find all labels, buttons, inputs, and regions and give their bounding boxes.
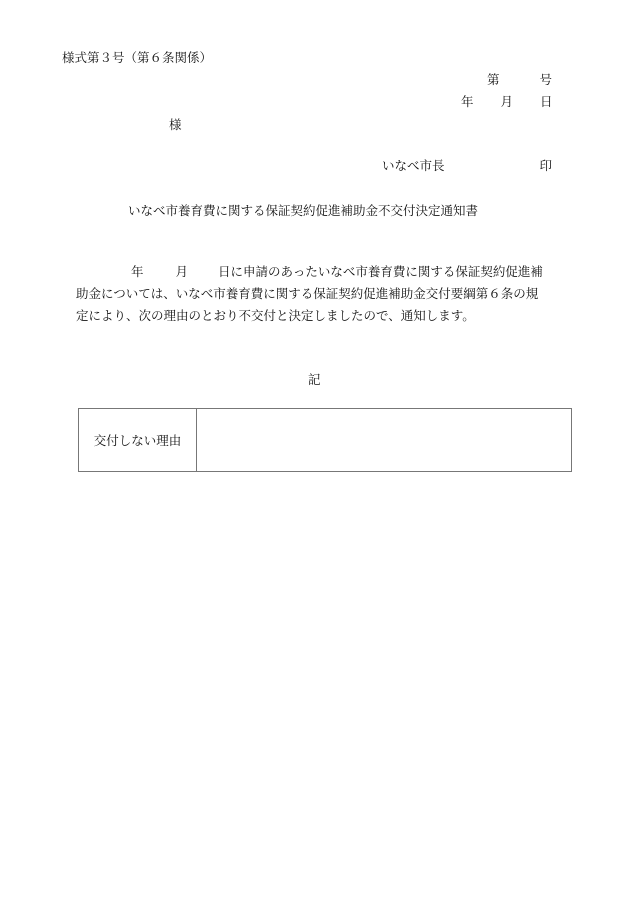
doc-number-suffix: 号: [539, 72, 553, 87]
reason-label: 交付しない理由: [93, 433, 182, 448]
document-number-line: [487, 70, 552, 88]
issuer-name: いなべ市長: [382, 158, 445, 173]
document-title: いなべ市養育費に関する保証契約促進補助金不交付決定通知書: [128, 203, 479, 218]
reason-table: [78, 408, 572, 472]
form-number: 様式第３号（第６条関係）: [62, 50, 213, 65]
body-text: [76, 261, 586, 327]
body-year: 年: [131, 264, 144, 279]
body-line-1-rest: 日に申請のあったいなべ市養育費に関する保証契約促進補: [218, 264, 543, 279]
date-year: 年: [461, 94, 474, 109]
seal-mark: 印: [539, 158, 553, 173]
date-day: 日: [540, 94, 553, 109]
date-month: 月: [500, 94, 514, 109]
reason-label-cell: [79, 409, 197, 471]
body-line-3: 定により、次の理由のとおり不交付と決定しましたので、通知します。: [76, 308, 475, 323]
doc-number-prefix: 第: [487, 72, 500, 87]
date-line: [461, 92, 553, 110]
ki-heading: 記: [308, 372, 321, 387]
issuer-line: [382, 156, 552, 174]
addressee-suffix: 様: [169, 117, 182, 132]
body-line-2: 助金については、いなべ市養育費に関する保証契約促進補助金交付要綱第６条の規: [76, 286, 539, 301]
reason-value-cell: [197, 409, 571, 471]
body-line-1: [76, 261, 586, 283]
body-month: 月: [175, 264, 189, 279]
